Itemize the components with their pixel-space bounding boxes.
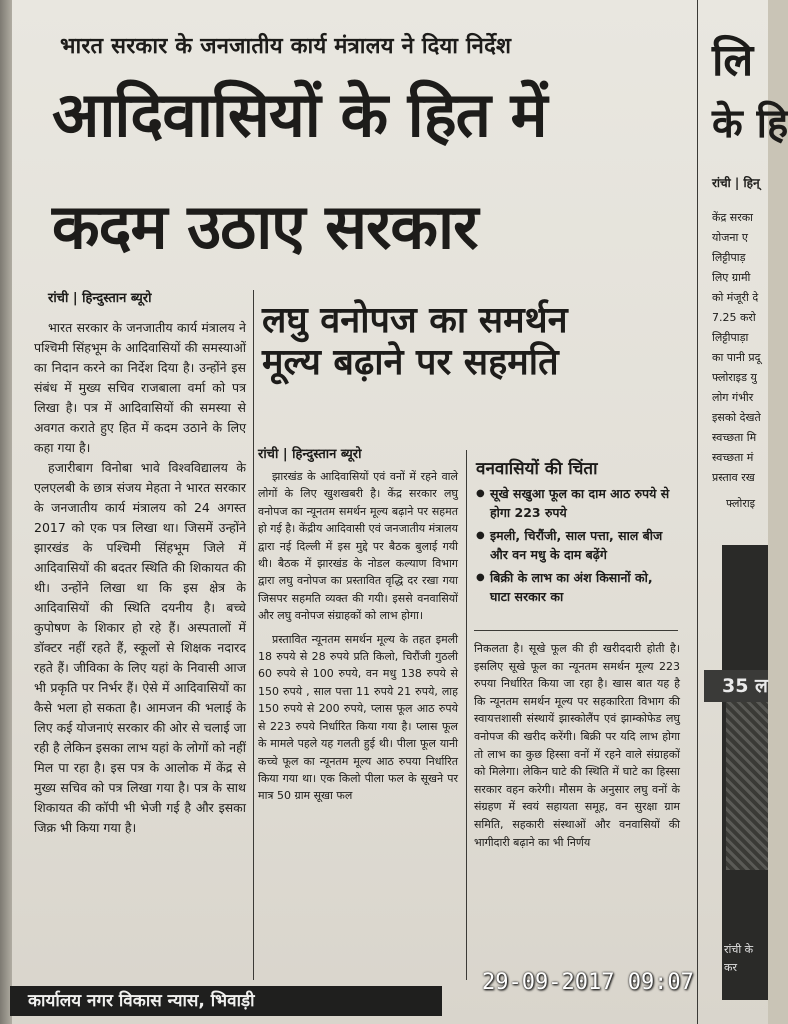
story1-paragraph: हजारीबाग विनोबा भावे विश्वविद्यालय के एलएलबी के छात्र संजय मेहता ने भारत सरकार के जनजातीय कार्य मंत्रालय को 24 अगस्त 2017 को एक पत्र लिखा था। जिसमें उन्होंने झारखंड के पश्चिमी सिंहभूम जिले में आदिवासियों की बदतर स्थिति की शिकायत की थी। उन्होंने लिखा था कि इस क्षेत्र के आदिवासियों की स्थिति दयनीय है। बच्चे कुपोषण के शिकार हो रहे हैं। अस्पतालों में डॉक्टर नहीं रहते हैं, स्कूलों से शिक्षक नदारद रहते हैं। जीविका के लिए यहां के निवासी आज भी प्रकृति पर निर्भर हैं। ऐसे में आदिवासियों का कैसे भला हो सकता है। आमजन की भलाई के लिए कई योजनाएं सरकार की ओर से चलाई जा रही है लेकिन इसका लाभ यहां के लोगों को नहीं मिल पा रहा है। इस पत्र के आलोक में केंद्र से मुख्य सचिव को पत्र लिखा गया है। पत्र के साथ शिकायत की कॉपी भी भेजी गई है और इसका जिक्र भी किया गया है। [34,460,247,835]
story2-paragraph: झारखंड के आदिवासियों एवं वनों में रहने वाले लोगों के लिए खुशखबरी है। केंद्र सरकार लघु वनोपज का न्यूनतम समर्थन मूल्य बढ़ाने पर सहमत हो गई है। केंद्रीय आदिवासी एवं जनजातीय मंत्रालय द्वारा नई दिल्ली में इस मुद्दे पर बैठक बुलाई गयी थी। बैठक में झारखंड के नोडल कल्याण विभाग द्वारा लघु वनोपज का प्रस्तावित वृद्धि दर रखा गया जिसपर सहमति व्यक्त की गयी। इससे वनवासियों और लघु वनोपज संग्राहकों को लाभ होगा। [258,470,458,623]
adjacent-byline-fragment: रांची | हिन् [712,176,760,190]
story2-paragraph: निकलता है। सूखे फूल की ही खरीददारी होती है। इसलिए सूखे फूल का न्यूनतम समर्थन मूल्य 223 रुपया निर्धारित किया जा रहा है। खास बात यह है कि न्यूनतम समर्थन मूल्य पर सहकारिता विभाग की स्वायत्तशासी संस्थायें झास्कोलैंप एवं झाम्कोफेड लघु वनोपज की खरीद करेंगी। बिक्री पर यदि लाभ होगा तो लाभ का कुछ हिस्सा वनों में रहने वाले संग्राहकों को मिलेगा। लेकिन घाटे की स्थिति में घाटे का हिस्सा सरकार वहन करेगी। मौसम के अनुसार लघु वनों के संग्रहण में स्वयं सहायता समूह, वन सुरक्षा ग्राम समिति, सहकारी संस्थाओं और वनवासियों की भागीदारी बढ़ाने का भी निर्णय [474,642,680,849]
bottom-advert-banner: कार्यालय नगर विकास न्यास, भिवाड़ी [10,986,442,1016]
story-kicker: भारत सरकार के जनजातीय कार्य मंत्रालय ने दिया निर्देश [60,34,512,59]
adjacent-text-line: फ्लोराइ [726,497,756,510]
adjacent-text-line: 7.25 करो [712,311,756,324]
photo-caption: कर [724,961,737,974]
adjacent-text-line: इसको देखते [712,411,761,424]
photo-banner: 35 ल [704,670,768,702]
adjacent-text-line: स्वच्छता मं [712,451,754,464]
story2-column-2 [474,640,680,851]
story2-column-1 [258,468,458,805]
story2-headline [262,300,662,384]
adjacent-text-line: योजना ए [712,231,748,244]
adjacent-text-line: को मंजूरी दे [712,291,759,304]
column-rule [253,290,254,980]
story1-byline: रांची | हिन्दुस्तान ब्यूरो [48,291,152,306]
box-divider [474,630,678,631]
photo-detail [726,700,768,870]
column-rule [466,450,467,980]
concern-item: ● सूखे सखुआ फूल का दाम आठ रुपये से होगा 223 रुपये [476,484,676,522]
adjacent-headline-fragment: के हि [712,101,788,147]
story1-paragraph: भारत सरकार के जनजातीय कार्य मंत्रालय ने पश्चिमी सिंहभूम के आदिवासियों की समस्याओं का निदान करने का निर्देश दिया है। उन्होंने इस संबंध में मुख्य सचिव राजबाला वर्मा को पत्र लिखा है। पत्र में आदिवासियों की समस्या से अवगत कराते हुए हित में कदम उठाने के लिए कहा गया है। [34,320,246,455]
concern-item: ● बिक्री के लाभ का अंश किसानों को, घाटा सरकार का [476,568,676,606]
story2-headline-line-2: मूल्य बढ़ाने पर सहमति [262,342,559,383]
adjacent-text-line: का पानी प्रदू [712,351,761,364]
concerns-list [476,484,676,610]
adjacent-text-line: लिए ग्रामी [712,271,751,284]
story2-paragraph: प्रस्तावित न्यूनतम समर्थन मूल्य के तहत इमली 18 रुपये से 28 रुपये प्रति किलो, चिरौंजी गुठली 60 रुपये से 100 रुपये, वन मधु 138 रुपये से 150 रुपये , साल पत्ता 11 रुपये 21 रुपये, लाह 150 रुपये से 200 रुपये, प्लास फूल आठ रुपये से 223 रुपये निर्धारित किया गया है। प्लास फूल के मामले पहले यह गलती हुई थी। पीला फूल यानी कच्चे फूल का न्यूनतम मूल्य आठ रुपया निर्धारित किया गया था। एक किलो पीला फल के सूखने पर मात्र 50 ग्राम सूखा फल [258,632,458,803]
adjacent-headline-fragment: लि [712,35,754,86]
concerns-box-title: वनवासियों की चिंता [476,459,598,479]
adjacent-text-line: लोग गंभीर [712,391,754,404]
concern-item: ● इमली, चिरौंजी, साल पत्ता, साल बीज और वन मधु के दाम बढ़ेंगे [476,526,676,564]
adjacent-text-line: स्वच्छता मि [712,431,757,444]
photo-timestamp: 29-09-2017 09:07 [482,970,694,995]
adjacent-text-line: लिट्टीपाड़ा [712,331,749,344]
adjacent-text-line: प्रस्ताव रख [712,471,755,484]
headline-line-1: आदिवासियों के हित में [52,78,547,151]
adjacent-text-line: लिट्टीपाड़ [712,251,746,264]
story2-byline: रांची | हिन्दुस्तान ब्यूरो [258,447,362,462]
story1-body [34,318,246,838]
page-gutter-rule [697,0,698,1024]
headline-line-2: कदम उठाए सरकार [52,190,478,263]
adjacent-text-line: फ्लोराइड यु [712,371,757,384]
story2-headline-line-1: लघु वनोपज का समर्थन [262,300,568,341]
photo-caption: रांची के [724,943,754,956]
adjacent-text-line: केंद्र सरका [712,211,754,224]
